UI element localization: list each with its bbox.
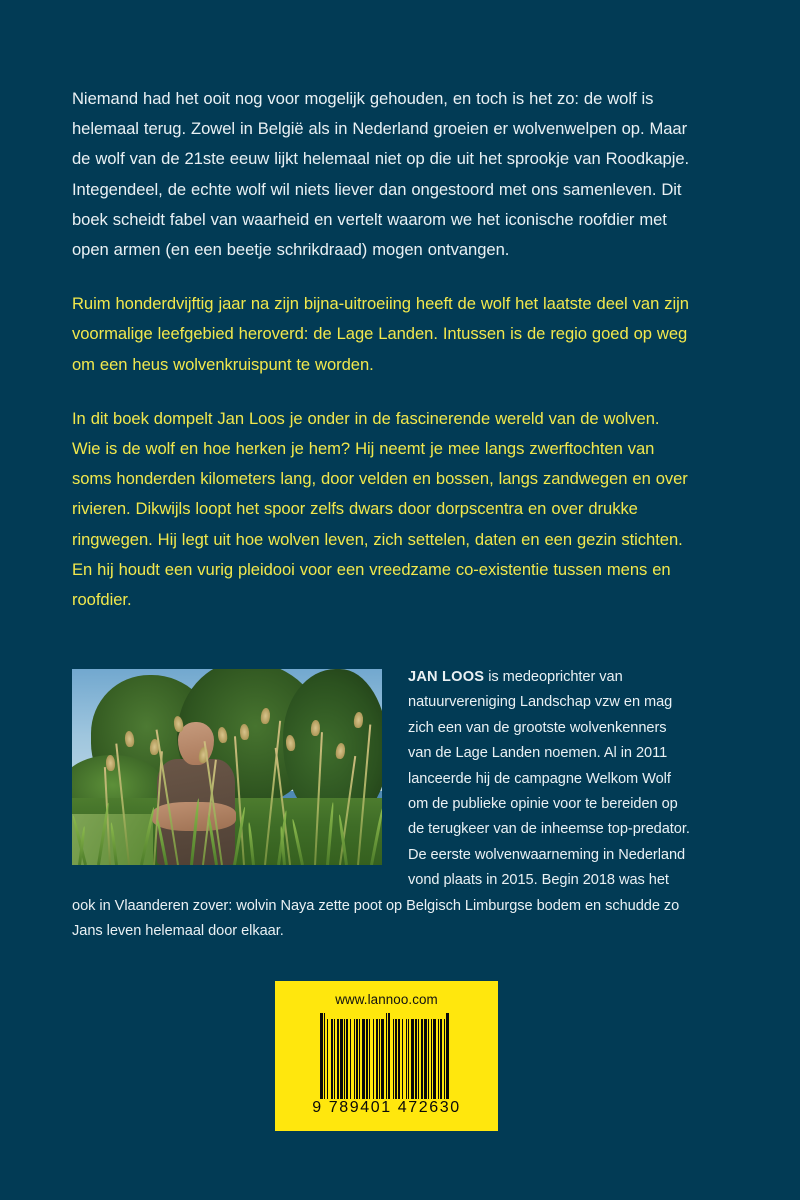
- blurb-paragraph-2: Ruim honderdvijftig jaar na zijn bijna-uitroeiing heeft de wolf het laatste deel van zijn voormalige leefgebied heroverd: de Lage Landen. Intussen is de regio goed op weg om een heus wolvenkruispunt te worden.: [72, 294, 689, 374]
- blurb-paragraph-1: Niemand had het ooit nog voor mogelijk gehouden, en toch is het zo: de wolf is helemaal terug. Zowel in België als in Nederland groeien er wolvenwelpen op. Maar de wolf van de 21ste eeuw lijkt helemaal niet op die uit het sprookje van Roodkapje. Integendeel, de echte wolf wil niets liever dan ongestoord met ons samenleven. Dit boek scheidt fabel van waarheid en vertelt waarom we het iconische roofdier met open armen (en een beetje schrikdraad) mogen ontvangen.: [72, 89, 690, 260]
- barcode-bars: [320, 1019, 457, 1099]
- author-name: JAN LOOS: [408, 669, 485, 685]
- photo-person-head: [178, 722, 213, 765]
- publisher-website[interactable]: www.lannoo.com: [335, 992, 438, 1007]
- author-photo: [72, 669, 382, 865]
- barcode-isbn-digits: 9 789401 472630: [312, 1099, 461, 1116]
- blurb-paragraph-3: In dit boek dompelt Jan Loos je onder in de fascinerende wereld van de wolven. Wie is de wolf en hoe herken je hem? Hij neemt je mee langs zwerftochten van soms honderden kilometers lang, door velden en bossen, langs zandwegen en over rivieren. Dikwijls loopt het spoor zelfs dwars door dorpscentra en over drukke ringwegen. Hij legt uit hoe wolven leven, zich settelen, daten en een gezin stichten. En hij houdt een vurig pleidooi voor een vreedzame co-existentie tussen mens en roofdier.: [72, 408, 688, 610]
- barcode-box: [275, 981, 498, 1131]
- author-section: [72, 665, 690, 944]
- author-bio-text: is medeoprichter van natuurvereniging Landschap vzw en mag zich een van de grootste wolvenkenners van de Lage Landen noemen. Al in 2011 lanceerde hij de campagne Welkom Wolf om de publieke opinie voor te bereiden op de terugkeer van de inheemse top-predator. De eerste wolvenwaarneming in Nederland vond plaats in 2015. Begin 2018 was het ook in Vlaanderen zover: wolvin Naya zette poot op Belgisch Limburgse bodem en schudde zo Jans leven helemaal door elkaar.: [72, 669, 690, 940]
- blurb-text-block: [72, 84, 692, 615]
